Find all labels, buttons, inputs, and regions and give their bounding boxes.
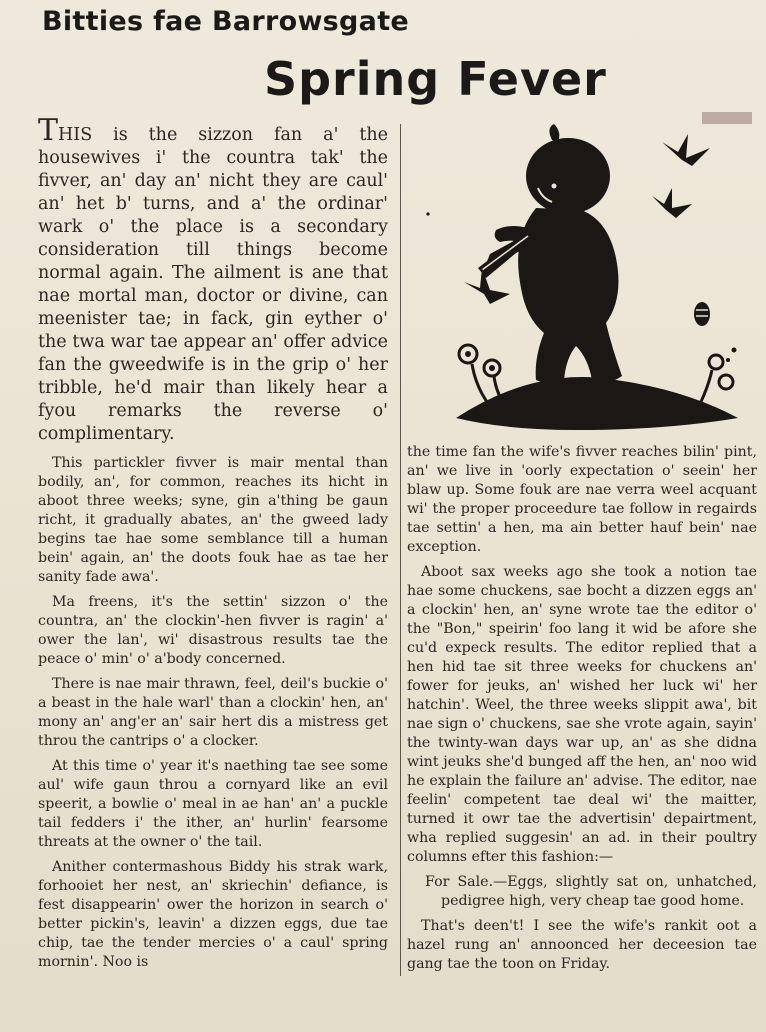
drop-cap: T (38, 113, 59, 148)
paragraph-8: Aboot sax weeks ago she took a notion tae hae some chuckens, sae bocht a dizzen eggs an' a clockin' hen, an' syne wrote tae the editor o' the "Bon," speirin' foo lang it wid be afore she cu'd expeck results. The editor replied that a hen hid tae sit three weeks for chuckens an' fower for jeuks, an' wished her luck wi' her hatchin'. Weel, the three weeks slippit awa', bit nae sign o' chuckens, sae she vrote again, sayin' the twinty-wan days war up, an' as she didna wint jeuks she'd bunged aff the hen, an' noo wid he explain the failure an' advise. The editor, nae feelin' competent tae deal wi' the maitter, turned it owr tae the advertisin' depairtment, wha replied suggesin' an ad. in their poultry columns efter this fashion:— (407, 564, 757, 865)
article-column-right (407, 443, 757, 980)
paragraph-7: the time fan the wife's fivver reaches bilin' pint, an' we live in 'oorly expectation o' seein' her blaw up. Some fouk are nae verra weel acquant wi' the proper proceedure tae follow in regairds tae settin' a hen, ma ain better hauf bein' nae exception. (407, 444, 757, 555)
paragraph-4: There is nae mair thrawn, feel, deil's buckie o' a beast in the hale warl' than a clockin' hen, an' mony an' ang'er an' sair hert dis a mistress get throu the cantrips o' a clocker. (38, 676, 388, 749)
lead-paragraph (38, 113, 388, 446)
column-divider (400, 124, 401, 976)
series-heading: Bitties fae Barrowsgate (42, 6, 410, 37)
advertisement-text: For Sale.—Eggs, slightly sat on, unhatched, pedigree high, very cheap tae good home. (425, 874, 757, 909)
article-column-left (38, 113, 388, 978)
paragraph-5: At this time o' year it's naething tae see some aul' wife gaun throu a cornyard like an evil speerit, a bowlie o' meal in ae han' an' a puckle tail fedders i' the ither, an' hurlin' fearsome threats at the owner o' the tail. (38, 758, 388, 850)
article-title: Spring Fever (264, 52, 607, 106)
paragraph-9: That's deen't! I see the wife's rankit oot a hazel rung an' annoonced her deceesion tae gang tae the toon on Friday. (407, 918, 757, 972)
paragraph-6: Anither contermashous Biddy his strak wark, forhooiet her nest, an' skriechin' defiance, is fest disappearin' ower the horizon in search o' better pickin's, leavin' a dizzen eggs, due tae chip, tae the tender mercies o' a caul' spring mornin'. Noo is (38, 859, 388, 970)
paragraph-3: Ma freens, it's the settin' sizzon o' the countra, an' the clockin'-hen fivver is ragin' a' ower the lan', wi' disastrous results tae the peace o' min' o' a'body concerned. (38, 594, 388, 667)
lead-text: HIS is the sizzon fan a' the housewives i' the countra tak' the fivver, an' day an' nicht they are caul' an' het b' turns, and a' the ordinar' wark o' the place is a secondary consideration till things become normal again. The ailment is ane that nae mortal man, doctor or divine, can meenister tae; in fack, gin eyther o' the twa war tae appear an' offer advice fan the gweedwife is in the grip o' her tribble, he'd mair than likely hear a fyou remarks the reverse o' complimentary. (38, 125, 388, 444)
paragraph-2: This partickler fivver is mair mental than bodily, an', for common, reaches its hicht in aboot three weeks; syne, gin a'thing be gaun richt, it gradually abates, an' the gweed lady begins tae hae some semblance till a human bein' again, an' the doots fouk hae as tae her sanity fade awa'. (38, 455, 388, 585)
advertisement-quote (407, 873, 757, 911)
child-chasing-birds-illustration (416, 118, 758, 436)
